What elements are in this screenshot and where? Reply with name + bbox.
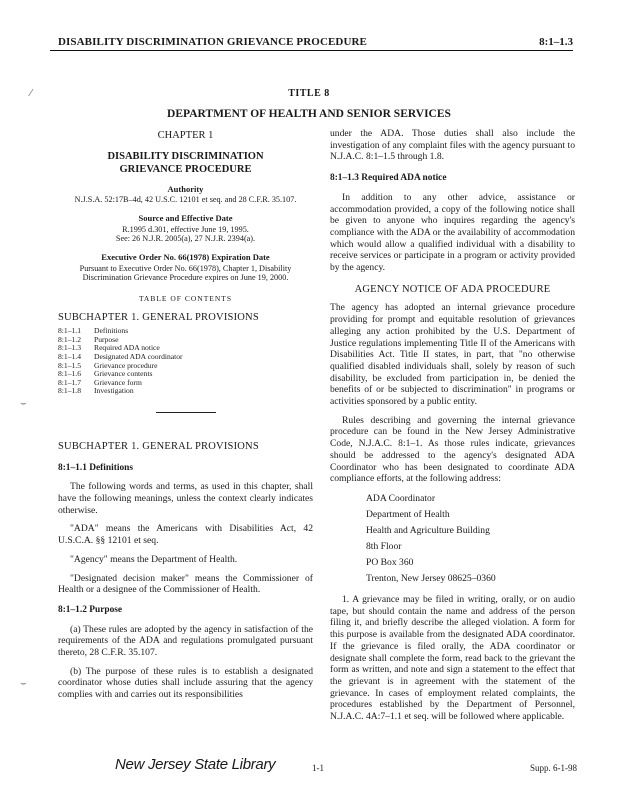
toc-item: 8:1–1.4 Designated ADA coordinator bbox=[58, 351, 183, 361]
purpose-a: (a) These rules are adopted by the agency in satisfaction of the requirements of the ADA and regulations promulgated pursuant thereto, 28 C.F.R. 35.107. bbox=[58, 623, 313, 659]
authority-text: N.J.S.A. 52:17B–4d, 42 U.S.C. 12101 et seq. and 28 C.F.R. 35.107. bbox=[74, 195, 297, 205]
department-heading: DEPARTMENT OF HEALTH AND SENIOR SERVICES bbox=[167, 108, 451, 120]
running-header bbox=[50, 30, 573, 51]
notice-paragraph-3: 1. A grievance may be filed in writing, orally, or on audio tape, but should contain the name and address of the person filing it, and briefly describe the alleged violation. A form for this purpose is available from the designated ADA coordinator. If the grievance is filed orally, the ADA coordinator or designate shall complete the form, read back to the grievant the form as written, and note and sign a statement to the effect that the grievant is in agreement with the statement of the grievance. In cases of employment related complaints, the procedures established by the Department of Personnel, N.J.A.C. 4A:7–1.1 et seq. will be followed where applicable. bbox=[330, 593, 575, 723]
definition-decision-maker: "Designated decision maker" means the Commissioner of Health or a designee of the Commissioner of Health. bbox=[58, 572, 313, 596]
header-title: DISABILITY DISCRIMINATION GRIEVANCE PROCEDURE bbox=[58, 36, 367, 48]
toc-item: 8:1–1.7 Grievance form bbox=[58, 377, 142, 387]
supplement-date: Supp. 6-1-98 bbox=[530, 763, 577, 773]
address-line: Department of Health bbox=[366, 508, 450, 520]
section-divider bbox=[156, 412, 216, 413]
margin-tick-mark: ⌣ bbox=[20, 398, 27, 409]
toc-item: 8:1–1.6 Grievance contents bbox=[58, 369, 153, 379]
notice-paragraph-1: The agency has adopted an internal grievance procedure providing for prompt and equitable resolution of grievances alleging any action prohibited by the U.S. Department of Justice regulations implementing Title II of the Americans with Disabilities Act. Title II states, in part, that "no otherwise qualified disabled individuals shall, solely by reason of such disability, be excluded from participation in, be denied the benefits of or be subjected to discrimination" in programs or activities sponsored by a public entity. bbox=[330, 302, 575, 408]
section-1-2-heading: 8:1–1.2 Purpose bbox=[58, 604, 123, 615]
toc-item: 8:1–1.8 Investigation bbox=[58, 386, 134, 396]
purpose-b: (b) The purpose of these rules is to establish a designated coordinator whose duties shall include assuring that the agency complies with and carries out its responsibilities bbox=[58, 665, 313, 701]
margin-tick-mark: ⁄ bbox=[30, 88, 32, 99]
source-label: Source and Effective Date bbox=[138, 213, 233, 223]
authority-label: Authority bbox=[167, 183, 204, 194]
left-column bbox=[58, 128, 313, 701]
right-column bbox=[330, 128, 575, 723]
coordinator-address bbox=[366, 491, 575, 587]
definition-ada: "ADA" means the Americans with Disabilities Act, 42 U.S.C.A. §§ 12101 et seq. bbox=[58, 523, 313, 547]
chapter-number: CHAPTER 1 bbox=[157, 130, 214, 141]
chapter-title-line-1: DISABILITY DISCRIMINATION bbox=[107, 150, 264, 162]
table-of-contents bbox=[58, 327, 313, 396]
library-stamp: New Jersey State Library bbox=[115, 756, 276, 773]
header-section: 8:1–1.3 bbox=[539, 36, 573, 48]
source-line-1: R.1995 d.301, effective June 19, 1995. bbox=[122, 224, 249, 234]
continued-text: under the ADA. Those duties shall also include the investigation of any complaint files with the agency pursuant to N.J.A.C. 8:1–1.5 through 1.8. bbox=[330, 128, 575, 163]
toc-item: 8:1–1.5 Grievance procedure bbox=[58, 360, 158, 370]
section-1-3-heading: 8:1–1.3 Required ADA notice bbox=[330, 173, 447, 184]
notice-paragraph-2: Rules describing and governing the internal grievance procedure can be found in the New Jersey Administrative Code, N.J.A.C. 8:1–1. As those rules indicate, grievances should be addressed to the agency's designated ADA Coordinator who has been designated to coordinate ADA compliance efforts, at the following address: bbox=[330, 414, 575, 485]
address-line: 8th Floor bbox=[366, 540, 402, 552]
executive-order-label: Executive Order No. 66(1978) Expiration Date bbox=[101, 251, 270, 262]
definition-agency: "Agency" means the Department of Health. bbox=[70, 553, 238, 565]
page-number: 1-1 bbox=[312, 763, 324, 773]
toc-item: 8:1–1.2 Purpose bbox=[58, 334, 119, 344]
executive-order-text: Pursuant to Executive Order No. 66(1978), Chapter 1, Disability Discrimination Grievance Procedure expires on June 19, 2000. bbox=[79, 263, 292, 283]
toc-subchapter: SUBCHAPTER 1. GENERAL PROVISIONS bbox=[58, 312, 259, 324]
notice-requirement: In addition to any other advice, assistance or accommodation provided, a copy of the following notice shall be given to anyone who inquires regarding the agency's compliance with the ADA or the availability of accommodation which would allow a qualified individual with a disability to receive services or participate in a program or activity provided by the agency. bbox=[330, 191, 575, 274]
margin-tick-mark: ⌣ bbox=[20, 678, 27, 689]
subchapter-heading: SUBCHAPTER 1. GENERAL PROVISIONS bbox=[58, 440, 259, 452]
toc-item: 8:1–1.3 Required ADA notice bbox=[58, 343, 160, 353]
chapter-title-line-2: GRIEVANCE PROCEDURE bbox=[119, 163, 252, 175]
title-number: TITLE 8 bbox=[288, 88, 330, 99]
toc-label: TABLE OF CONTENTS bbox=[138, 293, 233, 303]
address-line: Health and Agriculture Building bbox=[366, 524, 490, 536]
agency-notice-heading: AGENCY NOTICE OF ADA PROCEDURE bbox=[354, 283, 551, 295]
source-line-2: See: 26 N.J.R. 2005(a), 27 N.J.R. 2394(a). bbox=[115, 234, 256, 244]
address-line: ADA Coordinator bbox=[366, 492, 436, 504]
toc-item: 8:1–1.1 Definitions bbox=[58, 326, 129, 336]
section-1-1-heading: 8:1–1.1 Definitions bbox=[58, 462, 133, 473]
address-line: Trenton, New Jersey 08625–0360 bbox=[366, 572, 496, 584]
definitions-intro: The following words and terms, as used in this chapter, shall have the following meanings, unless the context clearly indicates otherwise. bbox=[58, 481, 313, 516]
chapter-title bbox=[58, 150, 313, 176]
address-line: PO Box 360 bbox=[366, 556, 414, 568]
